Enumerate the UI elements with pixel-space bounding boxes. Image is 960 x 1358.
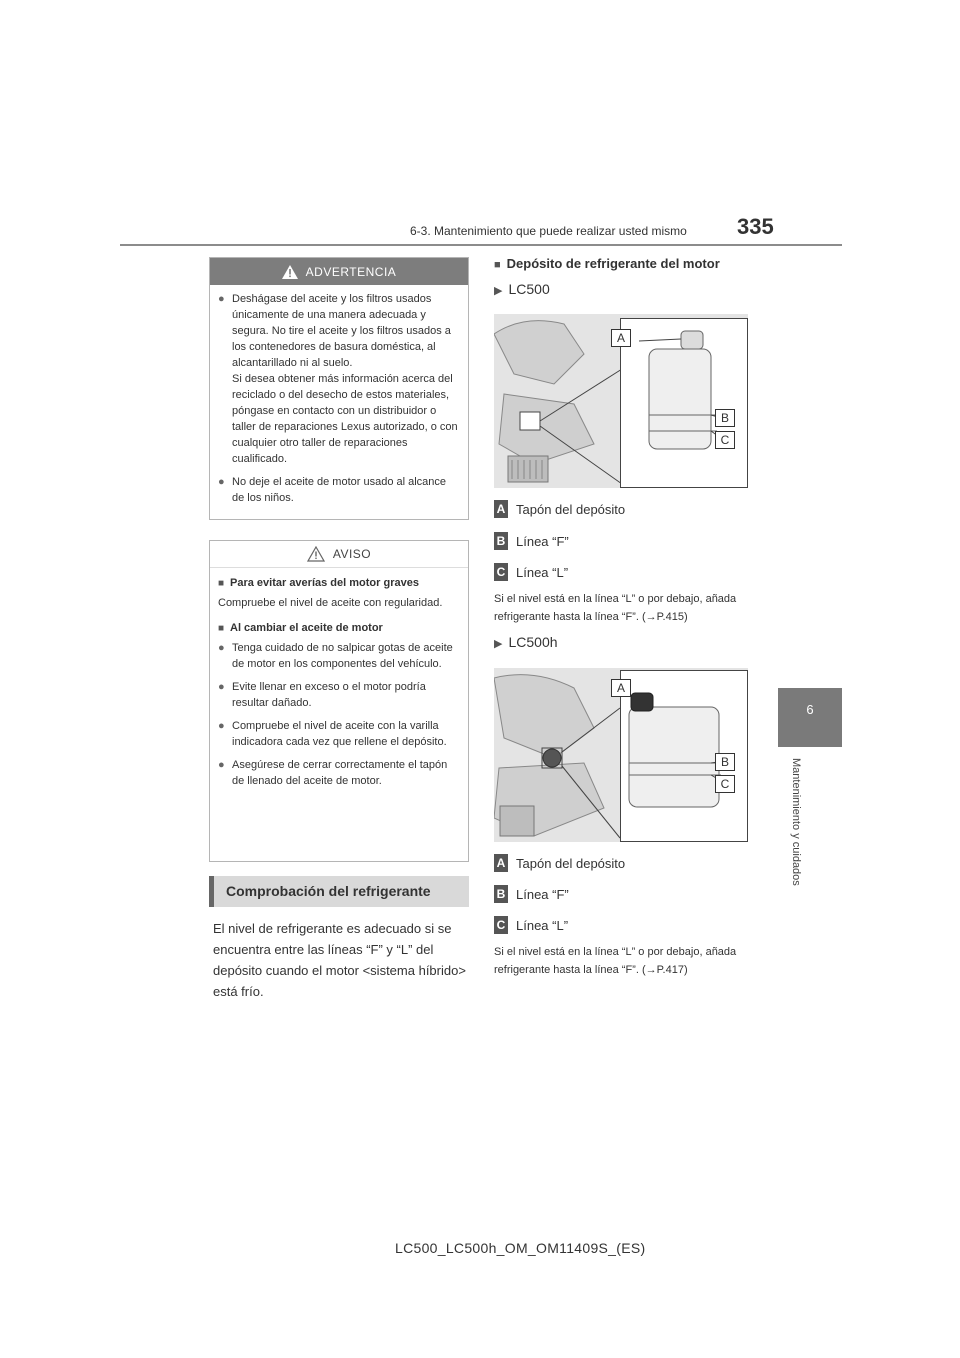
notice-header [210, 541, 468, 568]
notice-text: Compruebe el nivel de aceite con regularidad. [218, 597, 443, 609]
chapter-label [790, 758, 819, 918]
notice-heading: AVISO [332, 547, 372, 561]
legend-row [494, 532, 569, 550]
page-number: 335 [737, 214, 774, 239]
callout-b: B [715, 409, 735, 427]
triangle-bullet-icon: ▶ [494, 638, 503, 650]
square-bullet-icon: ■ [218, 578, 225, 589]
bullet-icon: ● [218, 720, 225, 732]
legend-letter: C [494, 916, 508, 934]
chapter-label-text: Mantenimiento y cuidados [790, 758, 802, 886]
warning-item-text: Si desea obtener más información acerca del reciclado o del desecho de estos materiales, póngase en contacto con un distribuidor o taller de reparaciones Lexus autorizado, o con cualquier otro taller de reparaciones cualificado. [232, 373, 458, 465]
model-label [494, 634, 558, 650]
legend-row [494, 885, 569, 903]
coolant-note: Si el nivel está en la línea “L” o por debajo, añada refrigerante hasta la línea “F”. (→P.415) [494, 593, 737, 623]
legend-row [494, 500, 625, 518]
model-label-text: LC500 [508, 281, 550, 297]
notice-subheading [218, 621, 458, 636]
legend-letter: C [494, 563, 508, 581]
bullet-icon: ● [218, 759, 225, 771]
triangle-bullet-icon: ▶ [494, 285, 503, 297]
notice-subheading-text: Al cambiar el aceite de motor [230, 622, 383, 634]
model-label-text: LC500h [508, 634, 558, 650]
section-title: Comprobación del refrigerante [209, 876, 469, 907]
reservoir-inset [616, 318, 748, 488]
document-code: LC500_LC500h_OM_OM11409S_(ES) [395, 1240, 646, 1256]
legend-text: Tapón del depósito [516, 501, 626, 517]
bullet-icon: ● [218, 293, 225, 305]
legend-text: Línea “L” [516, 564, 569, 580]
legend-text: Línea “F” [516, 533, 569, 549]
subsection-heading-text: Depósito de refrigerante del motor [506, 256, 720, 271]
legend-letter: B [494, 532, 508, 550]
legend-text: Tapón del depósito [516, 855, 626, 871]
chapter-tab: 6 [778, 688, 842, 747]
callout-b: B [715, 753, 735, 771]
coolant-note: Si el nivel está en la línea “L” o por debajo, añada refrigerante hasta la línea “F”. (→P.417) [494, 946, 737, 976]
header-divider [120, 244, 842, 246]
notice-item [218, 718, 458, 750]
legend-letter: B [494, 885, 508, 903]
warning-box [209, 257, 469, 520]
bullet-icon: ● [218, 476, 225, 488]
notice-item [218, 679, 458, 711]
legend-row [494, 854, 625, 872]
bullet-icon: ● [218, 642, 225, 654]
reservoir-drawing [621, 319, 747, 487]
notice-item [218, 757, 458, 789]
callout-c: C [715, 775, 735, 793]
callout-a: A [611, 679, 631, 697]
notice-subheading [218, 576, 458, 591]
engine-illustration-lc500h [494, 668, 748, 842]
legend-letter: A [494, 500, 508, 518]
caution-triangle-icon [307, 546, 325, 562]
subsection-heading [494, 256, 720, 271]
legend-text: Línea “L” [516, 917, 569, 933]
engine-illustration-lc500 [494, 314, 748, 488]
legend-letter: A [494, 854, 508, 872]
reservoir-inset [616, 670, 748, 842]
notice-item-text: Asegúrese de cerrar correctamente el tapón de llenado del aceite de motor. [232, 759, 448, 787]
warning-item-text: Deshágase del aceite y los filtros usados únicamente de una manera adecuada y segura. No tire el aceite y los filtros usados a los contenedores de basura doméstica, al alcantarillado ni al suelo. [232, 293, 451, 369]
notice-item [218, 640, 458, 672]
warning-item-text: No deje el aceite de motor usado al alcance de los niños. [232, 476, 447, 504]
notice-box [209, 540, 469, 862]
running-header: 6-3. Mantenimiento que puede realizar usted mismo [410, 224, 687, 238]
square-bullet-icon: ■ [494, 259, 501, 271]
warning-header [210, 258, 468, 285]
warning-item [218, 291, 458, 467]
warning-heading: ADVERTENCIA [305, 264, 397, 279]
model-label [494, 281, 550, 297]
notice-item-text: Tenga cuidado de no salpicar gotas de aceite de motor en los componentes del vehículo. [232, 642, 453, 670]
square-bullet-icon: ■ [218, 623, 225, 634]
notice-subheading-text: Para evitar averías del motor graves [230, 577, 419, 589]
callout-c: C [715, 431, 735, 449]
notice-item-text: Evite llenar en exceso o el motor podría resultar dañado. [232, 681, 426, 709]
bullet-icon: ● [218, 681, 225, 693]
warning-item [218, 474, 458, 506]
legend-text: Línea “F” [516, 886, 569, 902]
callout-a: A [611, 329, 631, 347]
warning-triangle-icon [282, 265, 298, 279]
section-paragraph: El nivel de refrigerante es adecuado si se encuentra entre las líneas “F” y “L” del depósito cuando el motor <sistema híbrido> está frío. [213, 921, 466, 999]
notice-item-text: Compruebe el nivel de aceite con la varilla indicadora cada vez que rellene el depósito. [232, 720, 447, 748]
legend-row [494, 563, 568, 581]
legend-row [494, 916, 568, 934]
